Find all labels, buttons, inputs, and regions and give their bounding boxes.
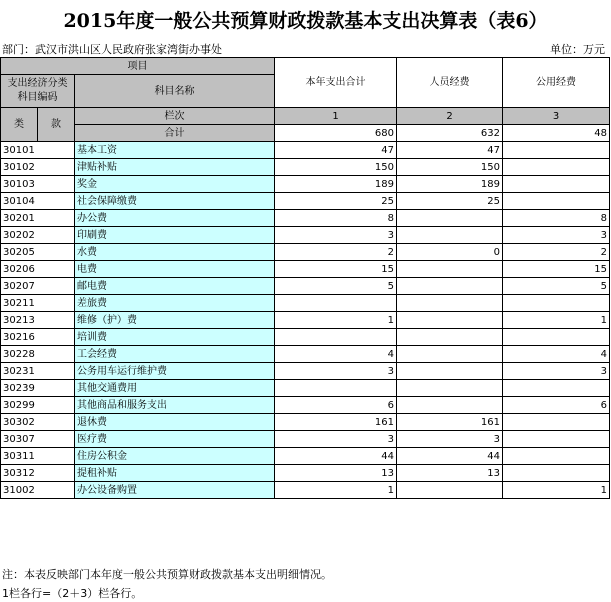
table-row <box>1 363 610 380</box>
report-title: 2015年度一般公共预算财政拨款基本支出决算表（表6） <box>63 10 548 32</box>
header-project: 项目 <box>1 58 275 75</box>
row-code: 31002 <box>1 482 75 499</box>
row-public: 8 <box>503 210 610 227</box>
table-row <box>1 431 610 448</box>
row-personnel <box>397 329 503 346</box>
row-subject-name: 邮电费 <box>75 278 275 295</box>
row-subject-name: 其他交通费用 <box>75 380 275 397</box>
row-total <box>275 380 397 397</box>
row-code: 30307 <box>1 431 75 448</box>
header-code: 支出经济分类科目编码 <box>1 75 75 108</box>
row-total: 3 <box>275 431 397 448</box>
column-number-2: 2 <box>397 108 503 125</box>
row-subject-name: 医疗费 <box>75 431 275 448</box>
row-subject-name: 培训费 <box>75 329 275 346</box>
row-subject-name: 提租补贴 <box>75 465 275 482</box>
row-personnel: 47 <box>397 142 503 159</box>
row-public <box>503 329 610 346</box>
row-personnel <box>397 346 503 363</box>
row-public <box>503 380 610 397</box>
header-kuan: 款 <box>38 108 75 142</box>
row-public: 3 <box>503 227 610 244</box>
row-personnel <box>397 261 503 278</box>
row-public <box>503 159 610 176</box>
row-personnel: 161 <box>397 414 503 431</box>
row-code: 30311 <box>1 448 75 465</box>
row-personnel: 0 <box>397 244 503 261</box>
row-personnel <box>397 210 503 227</box>
table-row <box>1 397 610 414</box>
row-total <box>275 295 397 312</box>
row-total: 2 <box>275 244 397 261</box>
row-personnel <box>397 312 503 329</box>
row-subject-name: 印刷费 <box>75 227 275 244</box>
row-subject-name: 水费 <box>75 244 275 261</box>
row-subject-name: 公务用车运行维护费 <box>75 363 275 380</box>
table-row <box>1 227 610 244</box>
row-total <box>275 329 397 346</box>
row-public <box>503 295 610 312</box>
row-total: 3 <box>275 363 397 380</box>
row-personnel <box>397 482 503 499</box>
header-public-expense: 公用经费 <box>503 58 610 108</box>
row-public <box>503 448 610 465</box>
row-personnel: 3 <box>397 431 503 448</box>
table-row <box>1 159 610 176</box>
table-row <box>1 414 610 431</box>
row-subject-name: 津贴补贴 <box>75 159 275 176</box>
row-code: 30103 <box>1 176 75 193</box>
total-col2: 632 <box>397 125 503 142</box>
row-total: 5 <box>275 278 397 295</box>
row-total: 15 <box>275 261 397 278</box>
row-total: 4 <box>275 346 397 363</box>
row-personnel: 150 <box>397 159 503 176</box>
table-row <box>1 210 610 227</box>
row-subject-name: 基本工资 <box>75 142 275 159</box>
row-public <box>503 431 610 448</box>
row-code: 30104 <box>1 193 75 210</box>
table-row <box>1 380 610 397</box>
row-code: 30302 <box>1 414 75 431</box>
row-personnel: 189 <box>397 176 503 193</box>
column-number-3: 3 <box>503 108 610 125</box>
row-public: 6 <box>503 397 610 414</box>
table-row <box>1 142 610 159</box>
row-subject-name: 电费 <box>75 261 275 278</box>
row-code: 30231 <box>1 363 75 380</box>
row-code: 30213 <box>1 312 75 329</box>
table-row <box>1 448 610 465</box>
table-row <box>1 346 610 363</box>
row-code: 30202 <box>1 227 75 244</box>
row-total: 47 <box>275 142 397 159</box>
row-total: 8 <box>275 210 397 227</box>
row-subject-name: 工会经费 <box>75 346 275 363</box>
row-public <box>503 414 610 431</box>
row-subject-name: 住房公积金 <box>75 448 275 465</box>
table-row <box>1 329 610 346</box>
row-code: 30101 <box>1 142 75 159</box>
row-code: 30216 <box>1 329 75 346</box>
table-row <box>1 278 610 295</box>
row-total: 1 <box>275 482 397 499</box>
row-subject-name: 奖金 <box>75 176 275 193</box>
unit-label: 单位：万元 <box>550 43 605 56</box>
column-number-1: 1 <box>275 108 397 125</box>
header-subject-name: 科目名称 <box>75 75 275 108</box>
row-subject-name: 社会保障缴费 <box>75 193 275 210</box>
row-total: 25 <box>275 193 397 210</box>
department-label: 部门：武汉市洪山区人民政府张家湾街办事处 <box>2 43 222 56</box>
row-subject-name: 其他商品和服务支出 <box>75 397 275 414</box>
row-code: 30211 <box>1 295 75 312</box>
row-personnel: 13 <box>397 465 503 482</box>
row-total: 44 <box>275 448 397 465</box>
row-total: 189 <box>275 176 397 193</box>
row-code: 30299 <box>1 397 75 414</box>
row-code: 30228 <box>1 346 75 363</box>
row-total: 150 <box>275 159 397 176</box>
row-subject-name: 差旅费 <box>75 295 275 312</box>
row-total: 6 <box>275 397 397 414</box>
table-row <box>1 176 610 193</box>
row-public <box>503 176 610 193</box>
row-code: 30205 <box>1 244 75 261</box>
total-col3: 48 <box>503 125 610 142</box>
row-code: 30206 <box>1 261 75 278</box>
row-personnel: 25 <box>397 193 503 210</box>
row-public: 2 <box>503 244 610 261</box>
footnote-formula: 1栏各行=（2＋3）栏各行。 <box>2 587 143 600</box>
row-public <box>503 142 610 159</box>
header-total-expenditure: 本年支出合计 <box>275 58 397 108</box>
expenditure-table <box>0 57 610 499</box>
row-personnel <box>397 227 503 244</box>
row-code: 30201 <box>1 210 75 227</box>
row-public: 4 <box>503 346 610 363</box>
row-subject-name: 退休费 <box>75 414 275 431</box>
row-personnel <box>397 380 503 397</box>
header-personnel-expense: 人员经费 <box>397 58 503 108</box>
row-subject-name: 办公设备购置 <box>75 482 275 499</box>
table-row <box>1 261 610 278</box>
table-row <box>1 193 610 210</box>
row-code: 30102 <box>1 159 75 176</box>
row-total: 13 <box>275 465 397 482</box>
row-personnel <box>397 295 503 312</box>
row-personnel <box>397 278 503 295</box>
table-row <box>1 244 610 261</box>
footnote: 注：本表反映部门本年度一般公共预算财政拨款基本支出明细情况。 <box>2 568 332 581</box>
row-total: 161 <box>275 414 397 431</box>
row-public: 3 <box>503 363 610 380</box>
total-col1: 680 <box>275 125 397 142</box>
row-code: 30312 <box>1 465 75 482</box>
total-label: 合计 <box>75 125 275 142</box>
table-row <box>1 465 610 482</box>
table-row <box>1 312 610 329</box>
row-subject-name: 办公费 <box>75 210 275 227</box>
header-lei: 类 <box>1 108 38 142</box>
table-row <box>1 482 610 499</box>
header-lanci: 栏次 <box>75 108 275 125</box>
row-total: 3 <box>275 227 397 244</box>
row-public <box>503 465 610 482</box>
row-personnel <box>397 397 503 414</box>
row-code: 30207 <box>1 278 75 295</box>
row-total: 1 <box>275 312 397 329</box>
row-public: 1 <box>503 312 610 329</box>
row-code: 30239 <box>1 380 75 397</box>
table-row <box>1 295 610 312</box>
row-public: 1 <box>503 482 610 499</box>
row-personnel: 44 <box>397 448 503 465</box>
row-public: 15 <box>503 261 610 278</box>
row-personnel <box>397 363 503 380</box>
row-public: 5 <box>503 278 610 295</box>
row-subject-name: 维修（护）费 <box>75 312 275 329</box>
row-public <box>503 193 610 210</box>
